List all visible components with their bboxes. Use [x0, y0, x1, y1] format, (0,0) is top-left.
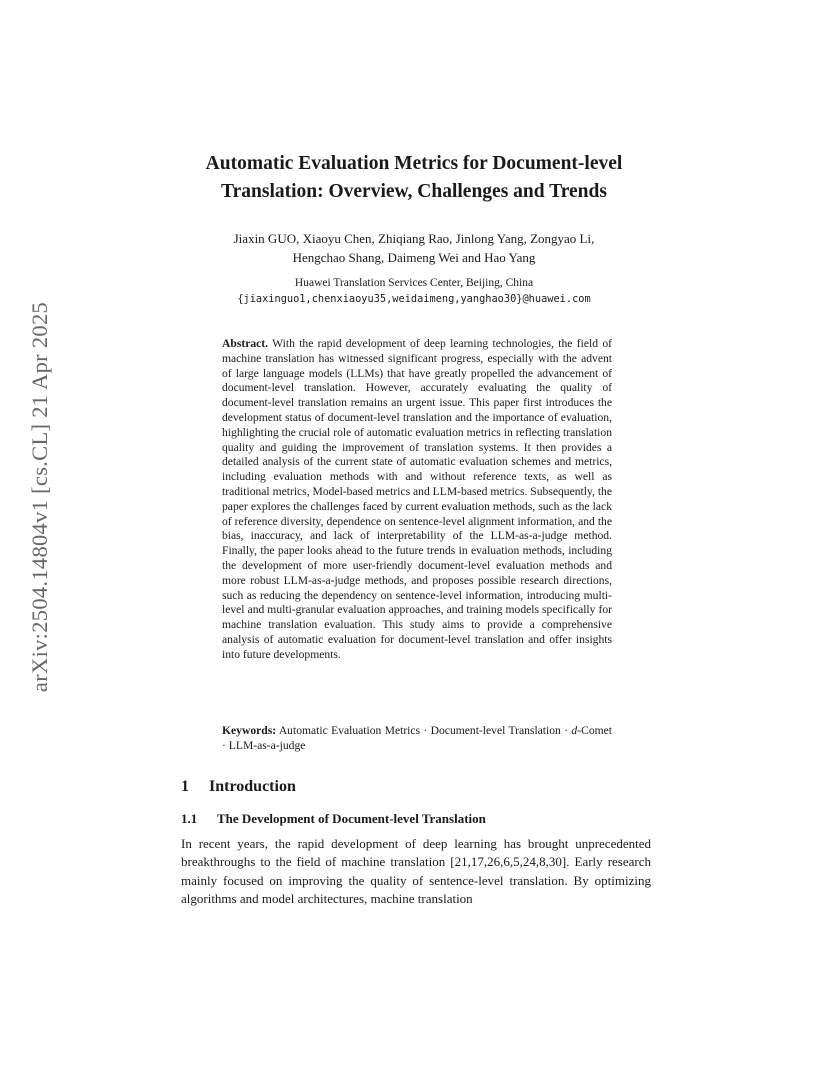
subsection-title: The Development of Document-level Translation [217, 811, 486, 826]
body-paragraph: In recent years, the rapid development of deep learning has brought unprecedented breakthroughs to the field of machine translation [21,17,26,6,5,24,8,30]. Early research mainly focused on improving the quality of sentence-level translation. By optimizing algorithms and model architectures, machine translation [181, 836, 651, 907]
affiliation-block [180, 275, 648, 307]
subsection-heading [181, 810, 651, 828]
keyword-3 [571, 724, 612, 737]
paper-title [160, 150, 668, 206]
keywords-label: Keywords: [222, 724, 277, 737]
affiliation-name: Huawei Translation Services Center, Beijing, China [294, 277, 534, 289]
author-emails: {jiaxinguo1,chenxiaoyu35,weidaimeng,yanghao30}@huawei.com [237, 293, 591, 305]
keyword-3-italic: d [571, 724, 578, 737]
keyword-2: Document-level Translation [430, 724, 561, 737]
section-number: 1 [181, 778, 189, 795]
keywords [222, 724, 612, 754]
keyword-separator: · [222, 738, 226, 752]
authors-line-2: Hengchao Shang, Daimeng Wei and Hao Yang [292, 250, 536, 265]
section-heading-introduction [181, 776, 651, 798]
abstract-text: With the rapid development of deep learning technologies, the field of machine translation has witnessed significant progress, especially with the advent of large language models (LLMs) that have greatly propelled the advancement of document-level translation. However, accurately evaluating the quality of document-level translation remains an urgent issue. This paper first introduces the development status of document-level translation and the importance of evaluation, highlighting the crucial role of automatic evaluation metrics in reflecting translation quality and guiding the improvement of translation systems. It then provides a detailed analysis of the current state of automatic evaluation schemes and metrics, including evaluation methods with and without reference texts, as well as traditional metrics, Model-based metrics and LLM-based metrics. Subsequently, the paper explores the challenges faced by current evaluation methods, such as the lack of reference diversity, dependence on sentence-level alignment information, and the bias, inaccuracy, and lack of interpretability of the LLM-as-a-judge method. Finally, the paper looks ahead to the future trends in evaluation methods, including the development of more user-friendly document-level evaluation methods and more robust LLM-as-a-judge methods, and proposes possible research directions, such as reducing the dependency on sentence-level information, introducing multi-level and multi-granular evaluation approaches, and training models specifically for machine translation evaluation. This study aims to provide a comprehensive analysis of automatic evaluation for document-level translation and offer insights into future developments. [222, 337, 612, 661]
keyword-separator: · [564, 724, 569, 737]
author-list [180, 229, 648, 267]
title-line-2: Translation: Overview, Challenges and Trends [221, 181, 607, 202]
keyword-3-rest: -Comet [577, 724, 612, 737]
authors-line-1: Jiaxin GUO, Xiaoyu Chen, Zhiqiang Rao, Jinlong Yang, Zongyao Li, [233, 231, 595, 246]
keyword-4: LLM-as-a-judge [228, 738, 306, 752]
arxiv-identifier: arXiv:2504.14804v1 [cs.CL] 21 Apr 2025 [27, 301, 52, 693]
abstract-label: Abstract. [222, 337, 269, 350]
subsection-number: 1.1 [181, 811, 198, 826]
arxiv-sidebar [16, 258, 64, 736]
title-line-1: Automatic Evaluation Metrics for Document-level [205, 153, 623, 174]
keyword-separator: · [423, 724, 428, 737]
abstract [222, 337, 612, 663]
keyword-1: Automatic Evaluation Metrics [278, 724, 421, 737]
section-title: Introduction [209, 778, 296, 795]
